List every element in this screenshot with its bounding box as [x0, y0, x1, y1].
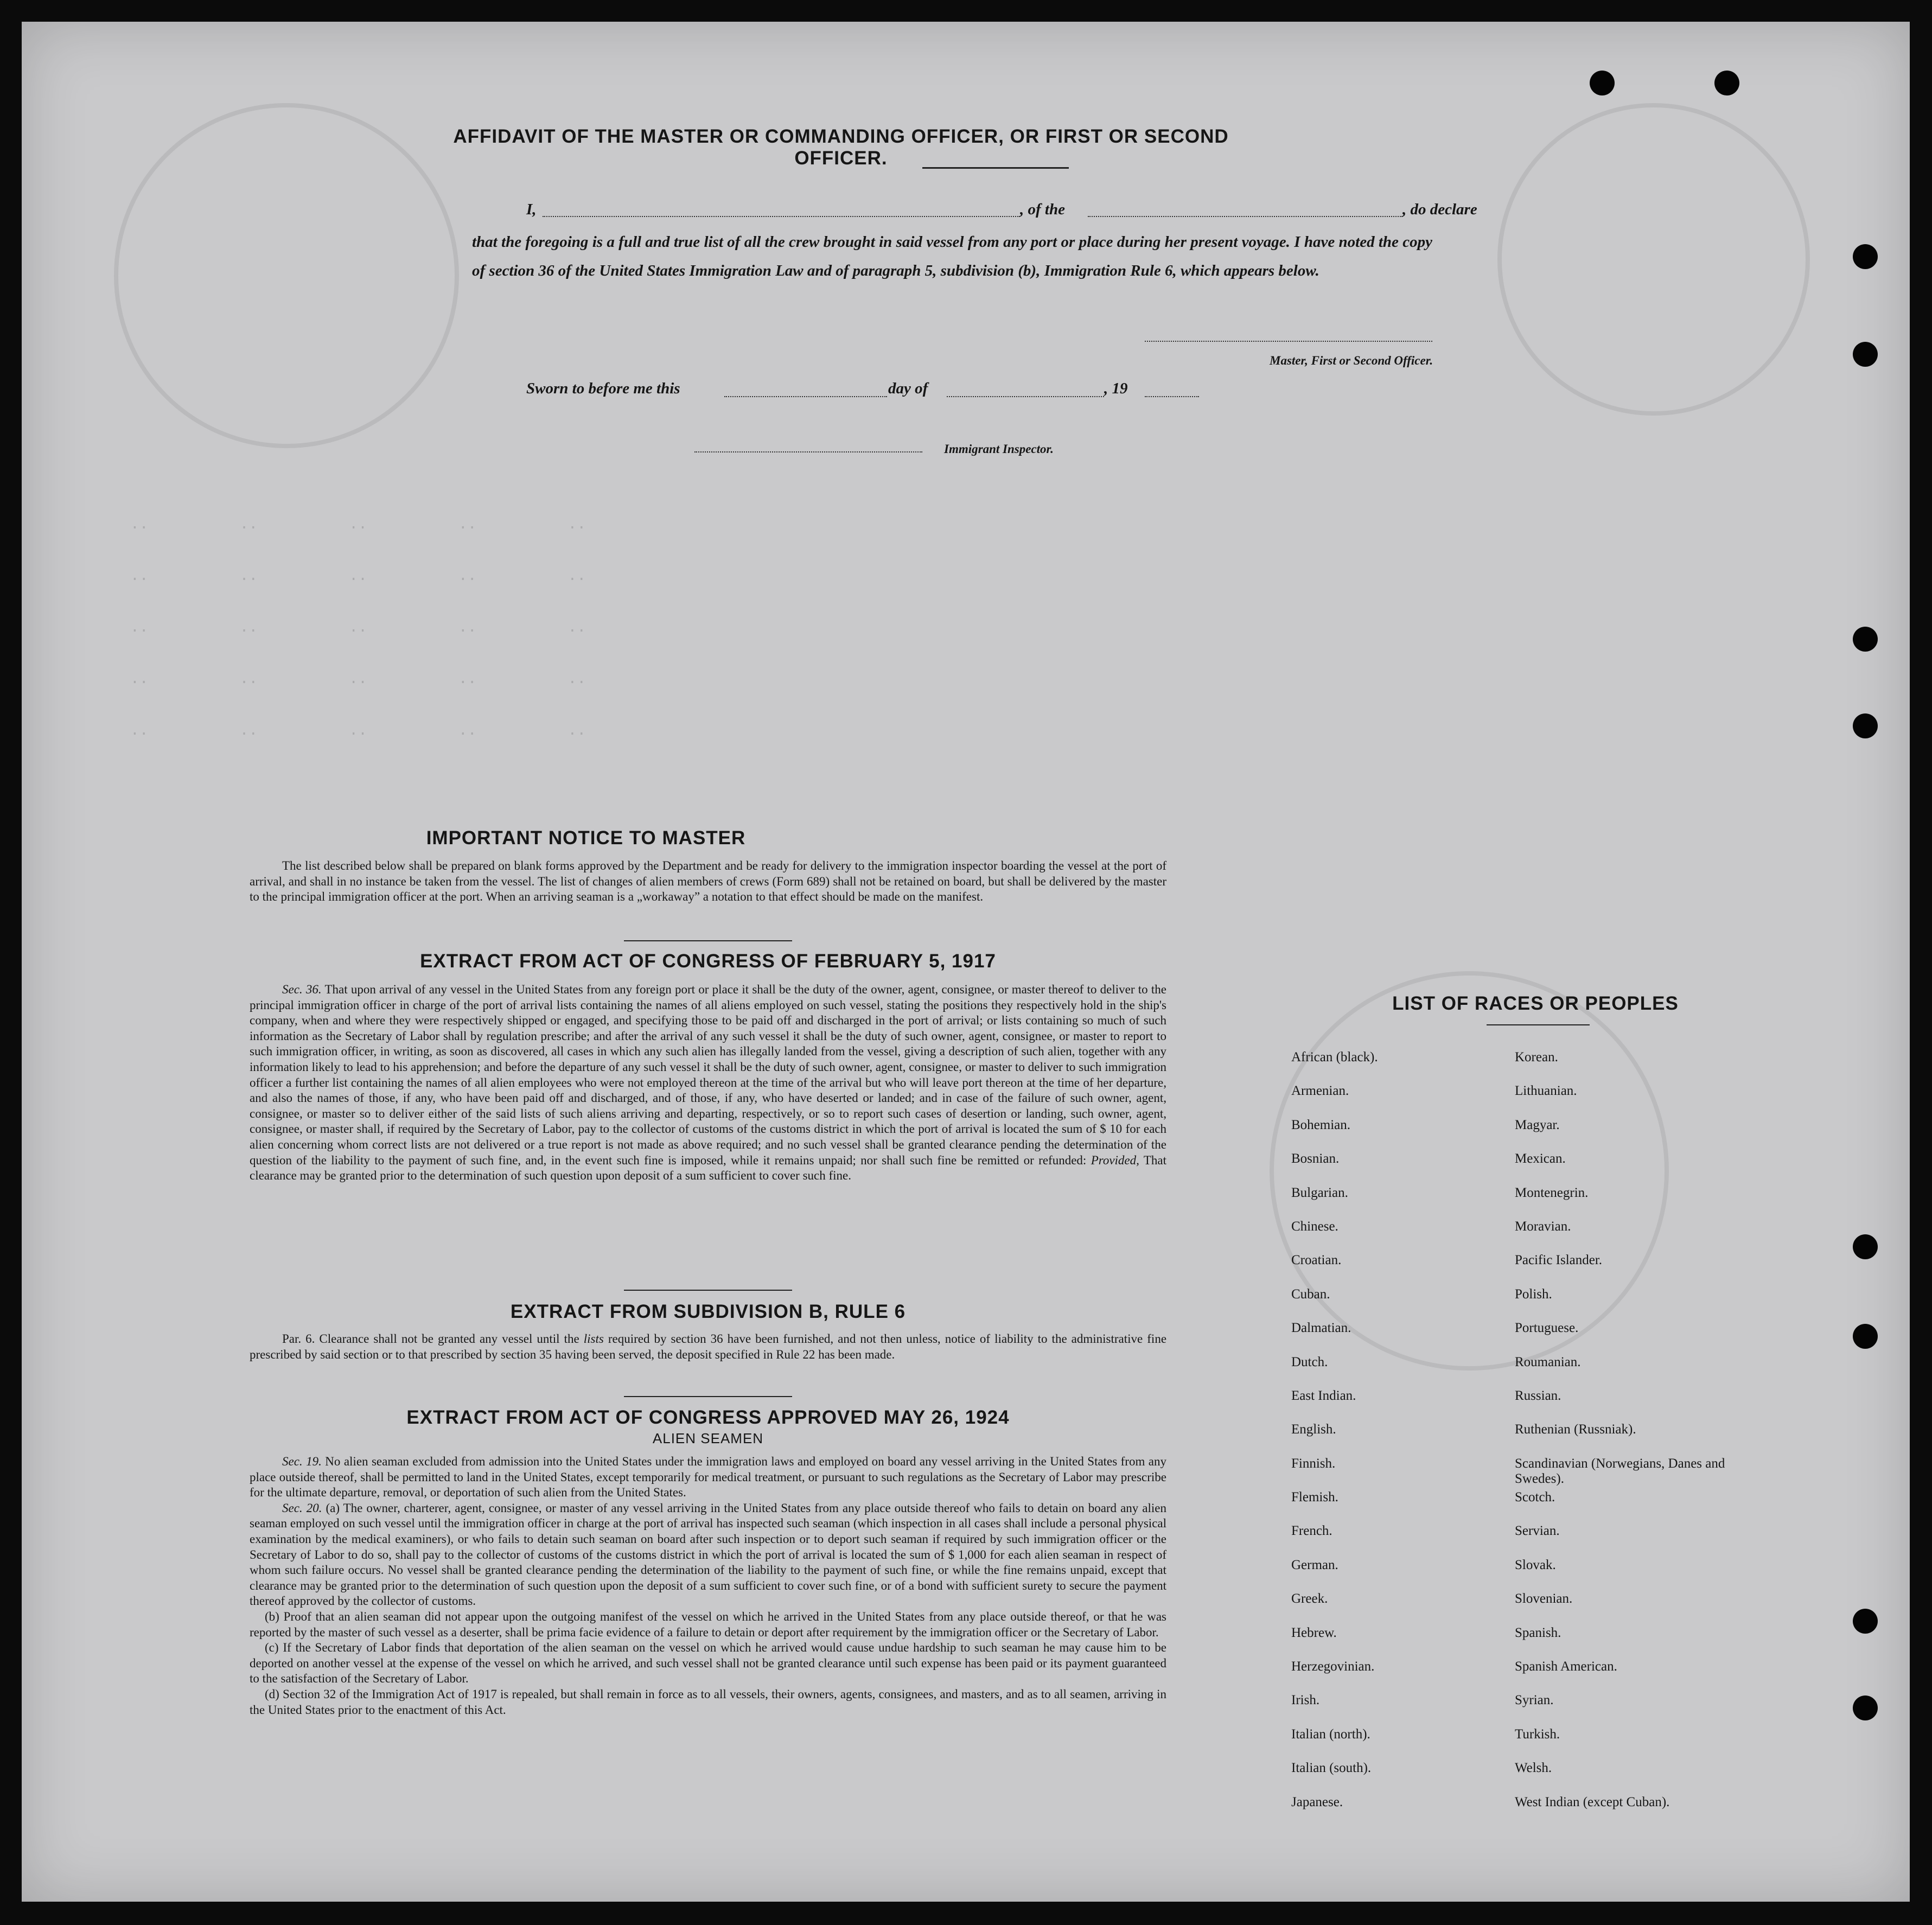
affidavit-i-label: I,: [526, 201, 537, 218]
race-item: Cuban.: [1291, 1286, 1330, 1302]
races-title: LIST OF RACES OR PEOPLES: [1392, 993, 1679, 1014]
bleed-through-stamp: [1497, 103, 1810, 416]
rule6-text-b: required by section 36 have been furnished, and not then unless, notice of liability to the administrative fine prescribed by said section or to that prescribed by section 35 having been served, the deposit specified in Rule 22 has been made.: [250, 1332, 1167, 1361]
race-item: Chinese.: [1291, 1219, 1338, 1234]
race-item: Flemish.: [1291, 1490, 1338, 1505]
act1924-sec20-label: Sec. 20.: [282, 1501, 322, 1515]
punch-hole: [1853, 713, 1878, 738]
bleed-through-text: .. .. .. .. .. .. .. .. .. .. .. .. .. .. .. .. .. .. .. .. .. .. .. .. ..: [130, 517, 586, 740]
affidavit-of-the: , of the: [1020, 201, 1065, 218]
punch-hole: [1853, 244, 1878, 269]
race-item: Mexican.: [1515, 1151, 1566, 1167]
notice-body: [250, 858, 1166, 905]
race-item: Spanish American.: [1515, 1659, 1617, 1674]
inspector-signature-line[interactable]: [694, 451, 922, 452]
race-item: Hebrew.: [1291, 1625, 1337, 1640]
divider: [1487, 1024, 1590, 1025]
act1917-section-label: Sec. 36.: [282, 983, 322, 996]
affidavit-do-declare: , do declare: [1402, 201, 1477, 218]
race-item: Welsh.: [1515, 1761, 1552, 1776]
notice-title: IMPORTANT NOTICE TO MASTER: [426, 827, 746, 849]
vessel-field-line[interactable]: [1088, 216, 1402, 217]
race-item: Portuguese.: [1515, 1321, 1579, 1336]
sworn-month-line[interactable]: [947, 396, 1104, 397]
notice-text: The list described below shall be prepared on blank forms approved by the Department and be ready for delivery to the immigration inspector boarding the vessel at the port of arrival, and shall in no instance be taken from the vessel. The list of changes of alien members of crews (Form 689) shall not be retained on board, but shall be delivered by the master to the principal immigration officer at the port. When an arriving seaman is a „workaway” a notation to that effect should be made on the manifest.: [250, 859, 1166, 904]
race-item: Italian (north).: [1291, 1726, 1370, 1742]
act1924-sec19: No alien seaman excluded from admission into the United States under the immigration laws and employed on board any vessel arriving in the United States from any place outside thereof, shall be permitted to land in the United States, except temporarily for medical treatment, or pursuant to such regulations as the Secretary of Labor may prescribe for the ultimate departure, removal, or deportation of such alien from the United States.: [250, 1455, 1166, 1500]
race-item: Croatian.: [1291, 1253, 1342, 1268]
race-item: Ruthenian (Russniak).: [1515, 1422, 1636, 1437]
bleed-through-stamp: [114, 103, 459, 448]
race-item: Servian.: [1515, 1524, 1560, 1539]
race-item: Montenegrin.: [1515, 1185, 1589, 1200]
races-right-column: [1515, 1050, 1732, 1828]
race-item: Korean.: [1515, 1050, 1558, 1065]
divider: [624, 1396, 792, 1397]
rule6-text-a: Par. 6. Clearance shall not be granted any vessel until the: [282, 1332, 579, 1346]
race-item: Russian.: [1515, 1388, 1561, 1403]
race-item: Dutch.: [1291, 1354, 1328, 1369]
race-item: Finnish.: [1291, 1456, 1336, 1471]
affidavit-title: AFFIDAVIT OF THE MASTER OR COMMANDING OFFICER, OR FIRST OR SECOND OFFICER.: [453, 126, 1229, 169]
rule6-body: [250, 1331, 1166, 1362]
act1924-sec20c: (c) If the Secretary of Labor finds that deportation of the alien seaman on the vessel on which he arrived would cause undue hardship to such seaman he may cause him to be deported on another vessel at the expense of the vessel on which he arrived, and such vessel shall not be granted clearance until such expense has been paid or its payment guaranteed to the satisfaction of the Secretary of Labor.: [250, 1641, 1166, 1686]
race-item: Pacific Islander.: [1515, 1253, 1603, 1268]
race-item: Slovak.: [1515, 1557, 1556, 1572]
punch-hole: [1853, 342, 1878, 367]
divider: [624, 940, 792, 941]
punch-hole: [1853, 1695, 1878, 1720]
race-item: Slovenian.: [1515, 1591, 1573, 1607]
divider: [624, 1290, 792, 1291]
race-item: English.: [1291, 1422, 1336, 1437]
race-item: German.: [1291, 1557, 1338, 1572]
race-item: Japanese.: [1291, 1794, 1343, 1809]
race-item: Turkish.: [1515, 1726, 1560, 1742]
act1924-title: EXTRACT FROM ACT OF CONGRESS APPROVED MAY 26, 1924: [406, 1407, 1010, 1428]
race-item: Herzegovinian.: [1291, 1659, 1375, 1674]
inspector-label: Immigrant Inspector.: [944, 442, 1054, 456]
race-item: Syrian.: [1515, 1693, 1554, 1708]
punch-hole: [1853, 1609, 1878, 1634]
act1924-sec19-label: Sec. 19.: [282, 1455, 322, 1468]
race-item: Moravian.: [1515, 1219, 1571, 1234]
document-page: [22, 22, 1910, 1902]
act1917-provided: Provided,: [1091, 1153, 1139, 1167]
race-item: Irish.: [1291, 1693, 1320, 1708]
signature-label: Master, First or Second Officer.: [1270, 354, 1433, 367]
race-item: Lithuanian.: [1515, 1083, 1577, 1099]
sworn-year-line[interactable]: [1145, 396, 1199, 397]
sworn-year-prefix: , 19: [1104, 380, 1128, 397]
punch-hole: [1853, 1234, 1878, 1259]
race-item: Magyar.: [1515, 1117, 1560, 1132]
signature-line[interactable]: [1145, 341, 1432, 342]
race-item: Scotch.: [1515, 1490, 1555, 1505]
affidavit-body: that the foregoing is a full and true list of all the crew brought in said vessel from any port or place during her present voyage. I have noted the copy of section 36 of the United States Immigration Law and of paragraph 5, subdivision (b), Immigration Rule 6, which appears below.: [472, 233, 1432, 279]
sworn-label: Sworn to before me this: [526, 380, 680, 397]
race-item: Bosnian.: [1291, 1151, 1340, 1167]
punch-hole: [1714, 71, 1739, 95]
punch-hole: [1853, 627, 1878, 652]
act1917-text-end: That clearance may be granted prior to the determination of such question upon deposit of a sum sufficient to cover such fine.: [250, 1153, 1167, 1183]
name-field-line[interactable]: [543, 216, 1020, 217]
act1924-sec20d: (d) Section 32 of the Immigration Act of 1917 is repealed, but shall remain in force as to all vessels, their owners, agents, consignees, and masters, and as to all seamen, arriving in the United States prior to the enactment of this Act.: [250, 1687, 1166, 1717]
rule6-lists-word: lists: [583, 1332, 604, 1346]
race-item: East Indian.: [1291, 1388, 1356, 1403]
act1924-sec20b: (b) Proof that an alien seaman did not appear upon the outgoing manifest of the vessel on which he arrived in the United States from any place outside thereof, or that he was reported by the master of such vessel as a deserter, shall be prima facie evidence of a failure to detain or deport after requirement by the immigration officer or the Secretary of Labor.: [250, 1609, 1166, 1639]
race-item: Greek.: [1291, 1591, 1328, 1607]
race-item: Armenian.: [1291, 1083, 1349, 1099]
rule6-title: EXTRACT FROM SUBDIVISION B, RULE 6: [510, 1301, 906, 1322]
act1924-subtitle: ALIEN SEAMEN: [652, 1430, 764, 1446]
races-left-column: [1291, 1050, 1508, 1828]
race-item: West Indian (except Cuban).: [1515, 1794, 1670, 1809]
race-item: Roumanian.: [1515, 1354, 1581, 1369]
race-item: Bohemian.: [1291, 1117, 1351, 1132]
race-item: Dalmatian.: [1291, 1321, 1351, 1336]
act1917-text: That upon arrival of any vessel in the United States from any foreign port or place it shall be the duty of the owner, agent, consignee, or master thereof to deliver to the principal immigration officer in charge of the port of arrival lists containing the names of all aliens employed on such vessel, stating the positions they respectively hold in the ship's company, when and where they were respectively shipped or engaged, and specifying those to be paid off and discharged in the port of arrival; or lists containing so much of such information as the Secretary of Labor shall by regulation prescribe; and after the arrival of any such vessel it shall be the duty of such owner, agent, consignee, or master to report to such immigration officer, in writing, as soon as discovered, all cases in which any such alien has illegally landed from the vessel, giving a description of such alien, together with any information likely to lead to his apprehension; and before the departure of any such vessel it shall be the duty of such owner, agent, consignee, or master to deliver to such immigration officer a further list containing the names of all alien employees who were not employed thereon at the time of the arrival but who will leave port thereon at the time of her departure, and also the names of those, if any, who have been paid off and discharged, and of those, if any, who have deserted or landed; and in case of the failure of such owner, agent, consignee, or master so to deliver either of the said lists of such aliens arriving and departing, respectively, or so to report such cases of desertion or landing, such owner, agent, consignee, or master shall, if required by the Secretary of Labor, pay to the collector of customs of the customs district in which the port of arrival is located the sum of $ 10 for each alien concerning whom correct lists are not delivered or a true report is not made as above required; and no such vessel shall be granted clearance pending the determination of the question of the liability to the payment of such fine, and, in the event such fine is imposed, while it remains unpaid; nor shall such fine be remitted or refunded:: [250, 983, 1166, 1167]
punch-hole: [1590, 71, 1615, 95]
act1924-sec20a: (a) The owner, charterer, agent, consignee, or master of any vessel arriving in the United States from any place outside thereof who fails to detain on board any alien seaman employed on such vessel until the immigration officer in charge at the port of arrival has inspected such seaman (which inspection in all cases shall include a personal physical examination by the medical examiners), or who fails to detain such seaman on board after such inspection or to deport such seaman if required by such immigration officer or the Secretary of Labor to do so, shall pay to the collector of customs of the customs district in which the port of arrival is located the sum of $ 1,000 for each alien seaman in respect of whom such failure occurs. No vessel shall be granted clearance pending the determination of the liability to the payment of such fine, or while the fine remains unpaid, except that clearance may be granted prior to the determination of such question upon the deposit of a sum sufficient to cover such fine, or of a bond with sufficient surety to secure the payment thereof approved by the collector of customs.: [250, 1501, 1167, 1608]
race-item: Bulgarian.: [1291, 1185, 1348, 1200]
race-item: Polish.: [1515, 1286, 1552, 1302]
sworn-day-of: day of: [888, 380, 928, 397]
race-item: Italian (south).: [1291, 1761, 1372, 1776]
act1917-title: EXTRACT FROM ACT OF CONGRESS OF FEBRUARY 5, 1917: [420, 951, 996, 972]
race-item: French.: [1291, 1524, 1332, 1539]
punch-hole: [1853, 1324, 1878, 1349]
sworn-day-line[interactable]: [724, 396, 887, 397]
act1917-body: [250, 982, 1166, 1184]
race-item: Scandinavian (Norwegians, Danes and Swedes).: [1515, 1456, 1725, 1486]
act1924-body: [250, 1454, 1166, 1718]
race-item: Spanish.: [1515, 1625, 1561, 1640]
race-item: African (black).: [1291, 1050, 1378, 1065]
divider: [922, 167, 1069, 169]
